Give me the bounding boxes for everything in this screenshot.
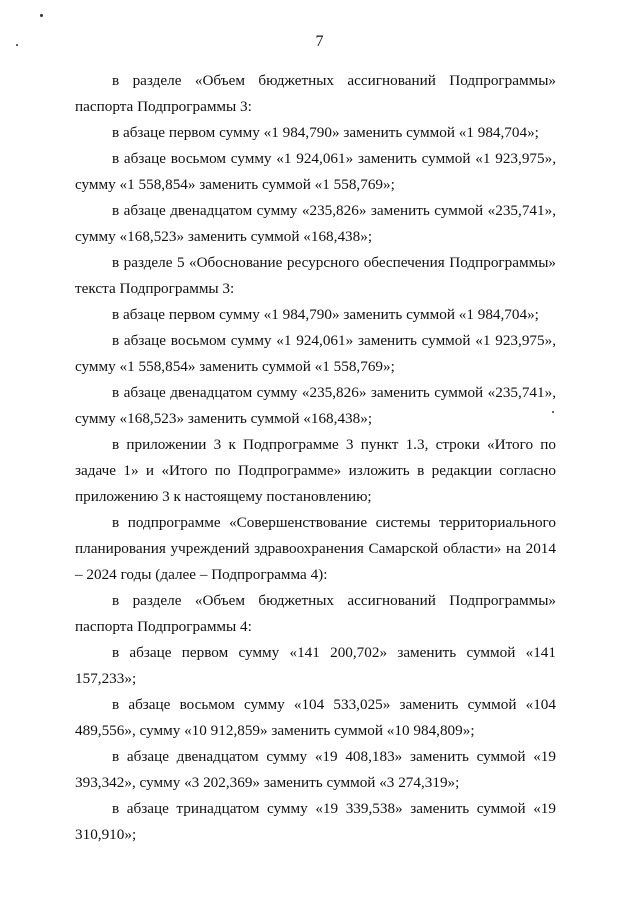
scan-speck: [40, 14, 43, 17]
paragraph: в подпрограмме «Совершенствование системы территориального планирования учреждений здравоохранения Самарской области» на 2014 – 2024 годы (далее – Подпрограмма 4):: [75, 514, 556, 583]
paragraph: в разделе «Объем бюджетных ассигнований Подпрограммы» паспорта Подпрограммы 4:: [75, 592, 556, 635]
paragraph: в абзаце первом сумму «1 984,790» заменить суммой «1 984,704»;: [112, 124, 539, 141]
paragraph: в абзаце тринадцатом сумму «19 339,538» заменить суммой «19 310,910»;: [75, 800, 556, 843]
paragraph: в абзаце восьмом сумму «104 533,025» заменить суммой «104 489,556», сумму «10 912,859» заменить суммой «10 984,809»;: [75, 696, 556, 739]
paragraph: в абзаце восьмом сумму «1 924,061» заменить суммой «1 923,975», сумму «1 558,854» заменить суммой «1 558,769»;: [75, 150, 556, 193]
document-body: [75, 68, 556, 848]
paragraph: в разделе 5 «Обоснование ресурсного обеспечения Подпрограммы» текста Подпрограммы 3:: [75, 254, 556, 297]
paragraph: в абзаце восьмом сумму «1 924,061» заменить суммой «1 923,975», сумму «1 558,854» заменить суммой «1 558,769»;: [75, 332, 556, 375]
paragraph: в абзаце двенадцатом сумму «235,826» заменить суммой «235,741», сумму «168,523» заменить суммой «168,438»;: [75, 384, 556, 427]
scan-speck: [16, 44, 18, 46]
page-number: 7: [315, 33, 324, 50]
paragraph: в абзаце первом сумму «141 200,702» заменить суммой «141 157,233»;: [75, 644, 556, 687]
paragraph: в приложении 3 к Подпрограмме 3 пункт 1.3, строки «Итого по задаче 1» и «Итого по Подпрограмме» изложить в редакции согласно приложению 3 к настоящему постановлению;: [75, 436, 556, 505]
paragraph: в абзаце первом сумму «1 984,790» заменить суммой «1 984,704»;: [112, 306, 539, 323]
paragraph: в абзаце двенадцатом сумму «19 408,183» заменить суммой «19 393,342», сумму «3 202,369» заменить суммой «3 274,319»;: [75, 748, 556, 791]
paragraph: в разделе «Объем бюджетных ассигнований Подпрограммы» паспорта Подпрограммы 3:: [75, 72, 556, 115]
paragraph: в абзаце двенадцатом сумму «235,826» заменить суммой «235,741», сумму «168,523» заменить суммой «168,438»;: [75, 202, 556, 245]
